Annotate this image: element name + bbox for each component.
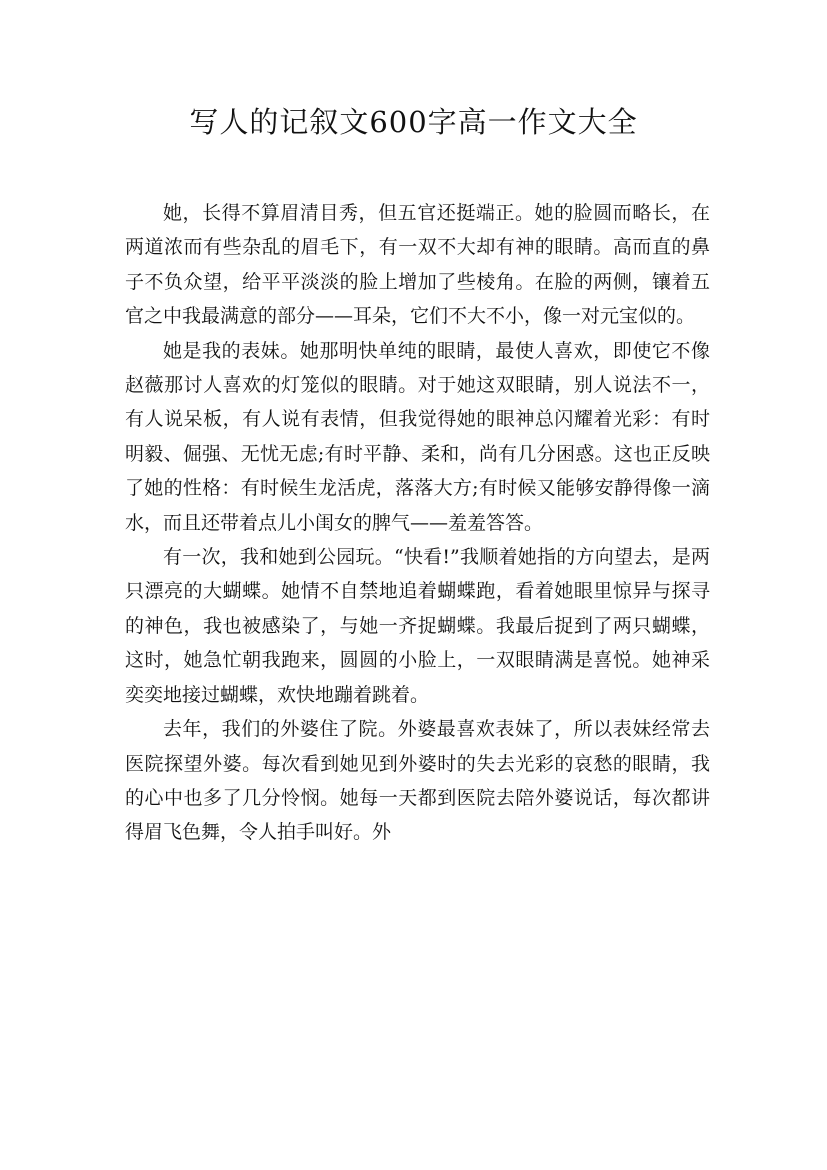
- document-title: 写人的记叙文600字高一作文大全: [189, 105, 638, 139]
- paragraph-1: 她，长得不算眉清目秀，但五官还挺端正。她的脸圆而略长，在两道浓而有些杂乱的眉毛下，有一双不大却有神的眼睛。高而直的鼻子不负众望，给平平淡淡的脸上增加了些棱角。在脸的两侧，镶着五官之中我最满意的部分——耳朵，它们不大不小，像一对元宝似的。: [125, 202, 710, 328]
- paragraph-3: 有一次，我和她到公园玩。“快看!”我顺着她指的方向望去，是两只漂亮的大蝴蝶。她情不自禁地追着蝴蝶跑，看着她眼里惊异与探寻的神色，我也被感染了，与她一齐捉蝴蝶。我最后捉到了两只蝴蝶，这时，她急忙朝我跑来，圆圆的小脸上，一双眼睛满是喜悦。她神采奕奕地接过蝴蝶，欢快地蹦着跳着。: [125, 546, 710, 706]
- document-body: [125, 196, 710, 850]
- paragraph-2: 她是我的表妹。她那明快单纯的眼睛，最使人喜欢，即使它不像赵薇那讨人喜欢的灯笼似的眼睛。对于她这双眼睛，别人说法不一，有人说呆板，有人说有表情，但我觉得她的眼神总闪耀着光彩：有时明毅、倔强、无忧无虑;有时平静、柔和，尚有几分困惑。这也正反映了她的性格：有时候生龙活虎，落落大方;有时候又能够安静得像一滴水，而且还带着点儿小闺女的脾气——羞羞答答。: [125, 339, 710, 534]
- paragraph-4: 去年，我们的外婆住了院。外婆最喜欢表妹了，所以表妹经常去医院探望外婆。每次看到她见到外婆时的失去光彩的哀愁的眼睛，我的心中也多了几分怜悯。她每一天都到医院去陪外婆说话，每次都讲得眉飞色舞，令人拍手叫好。外: [125, 718, 710, 844]
